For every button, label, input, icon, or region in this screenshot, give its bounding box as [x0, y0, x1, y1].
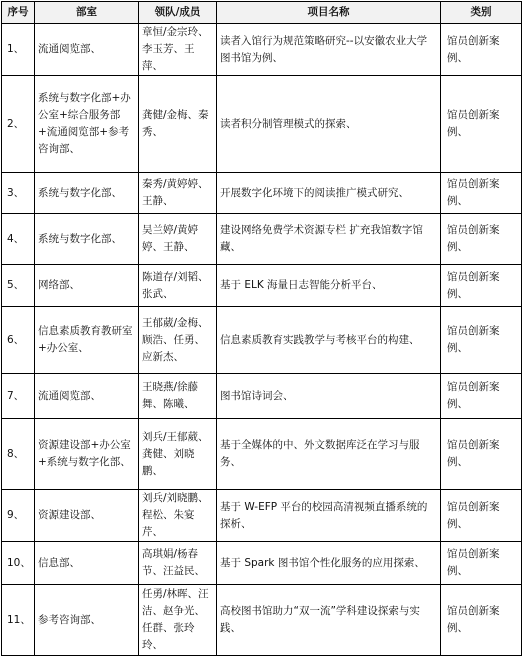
row-dept: 流通阅览部、 [35, 24, 139, 76]
header-index: 序号 [2, 2, 35, 24]
row-dept: 资源建设部+办公室+系统与数字化部、 [35, 419, 139, 490]
row-index: 8、 [2, 419, 35, 490]
row-project: 基于 W-EFP 平台的校园高清视频直播系统的探析、 [217, 490, 441, 542]
row-index: 9、 [2, 490, 35, 542]
table-row [2, 214, 522, 265]
row-project: 读者入馆行为规范策略研究--以安徽农业大学图书馆为例、 [217, 24, 441, 76]
row-dept: 流通阅览部、 [35, 374, 139, 419]
header-project: 项目名称 [217, 2, 441, 24]
table-row [2, 307, 522, 374]
table-row [2, 419, 522, 490]
row-members: 刘兵/刘晓鹏、程松、朱宴芹、 [139, 490, 217, 542]
row-category: 馆员创新案例、 [441, 419, 522, 490]
table-row [2, 24, 522, 76]
row-category: 馆员创新案例、 [441, 490, 522, 542]
row-dept: 网络部、 [35, 265, 139, 307]
row-project: 建设网络免费学术资源专栏 扩充我馆数字馆藏、 [217, 214, 441, 265]
row-dept: 系统与数字化部+办公室+综合服务部+流通阅览部+参考咨询部、 [35, 76, 139, 173]
row-project: 高校图书馆助力“双一流”学科建设探索与实践、 [217, 585, 441, 656]
row-project: 信息素质教育实践教学与考核平台的构建、 [217, 307, 441, 374]
row-category: 馆员创新案例、 [441, 214, 522, 265]
row-category: 馆员创新案例、 [441, 173, 522, 214]
row-index: 2、 [2, 76, 35, 173]
row-index: 6、 [2, 307, 35, 374]
row-members: 王郁葳/金梅、顾浩、任勇、应新杰、 [139, 307, 217, 374]
row-members: 高琪娟/杨春节、汪益民、 [139, 542, 217, 585]
row-members: 龚健/金梅、秦秀、 [139, 76, 217, 173]
row-index: 3、 [2, 173, 35, 214]
row-project: 基于 ELK 海量日志智能分析平台、 [217, 265, 441, 307]
header-dept: 部室 [35, 2, 139, 24]
row-index: 5、 [2, 265, 35, 307]
table-row [2, 542, 522, 585]
row-members: 王晓燕/徐藤舞、陈曦、 [139, 374, 217, 419]
table-header-row [2, 2, 522, 24]
row-members: 任勇/林晖、汪洁、赵争光、任群、张玲玲、 [139, 585, 217, 656]
row-project: 基于 Spark 图书馆个性化服务的应用探索、 [217, 542, 441, 585]
row-project: 读者积分制管理模式的探索、 [217, 76, 441, 173]
row-dept: 系统与数字化部、 [35, 173, 139, 214]
row-index: 1、 [2, 24, 35, 76]
header-category: 类别 [441, 2, 522, 24]
row-members: 刘兵/王郁葳、龚健、刘晓鹏、 [139, 419, 217, 490]
row-members: 吴兰婷/黄婷婷、王静、 [139, 214, 217, 265]
header-members: 领队/成员 [139, 2, 217, 24]
row-dept: 信息部、 [35, 542, 139, 585]
row-project: 开展数字化环境下的阅读推广模式研究、 [217, 173, 441, 214]
row-category: 馆员创新案例、 [441, 542, 522, 585]
table-row [2, 374, 522, 419]
row-index: 10、 [2, 542, 35, 585]
row-category: 馆员创新案例、 [441, 265, 522, 307]
row-category: 馆员创新案例、 [441, 76, 522, 173]
row-members: 章恒/金宗玲、李玉芳、王萍、 [139, 24, 217, 76]
table-row [2, 76, 522, 173]
row-index: 7、 [2, 374, 35, 419]
row-project: 图书馆诗词会、 [217, 374, 441, 419]
row-members: 陈道存/刘韬、张武、 [139, 265, 217, 307]
row-dept: 系统与数字化部、 [35, 214, 139, 265]
row-members: 秦秀/黄婷婷、王静、 [139, 173, 217, 214]
project-table [1, 1, 522, 656]
row-category: 馆员创新案例、 [441, 24, 522, 76]
row-dept: 资源建设部、 [35, 490, 139, 542]
row-dept: 信息素质教育教研室+办公室、 [35, 307, 139, 374]
row-dept: 参考咨询部、 [35, 585, 139, 656]
row-category: 馆员创新案例、 [441, 585, 522, 656]
row-category: 馆员创新案例、 [441, 307, 522, 374]
row-index: 11、 [2, 585, 35, 656]
table-row [2, 173, 522, 214]
row-category: 馆员创新案例、 [441, 374, 522, 419]
table-row [2, 490, 522, 542]
row-index: 4、 [2, 214, 35, 265]
table-row [2, 265, 522, 307]
table-row [2, 585, 522, 656]
row-project: 基于全媒体的中、外文数据库泛在学习与服务、 [217, 419, 441, 490]
